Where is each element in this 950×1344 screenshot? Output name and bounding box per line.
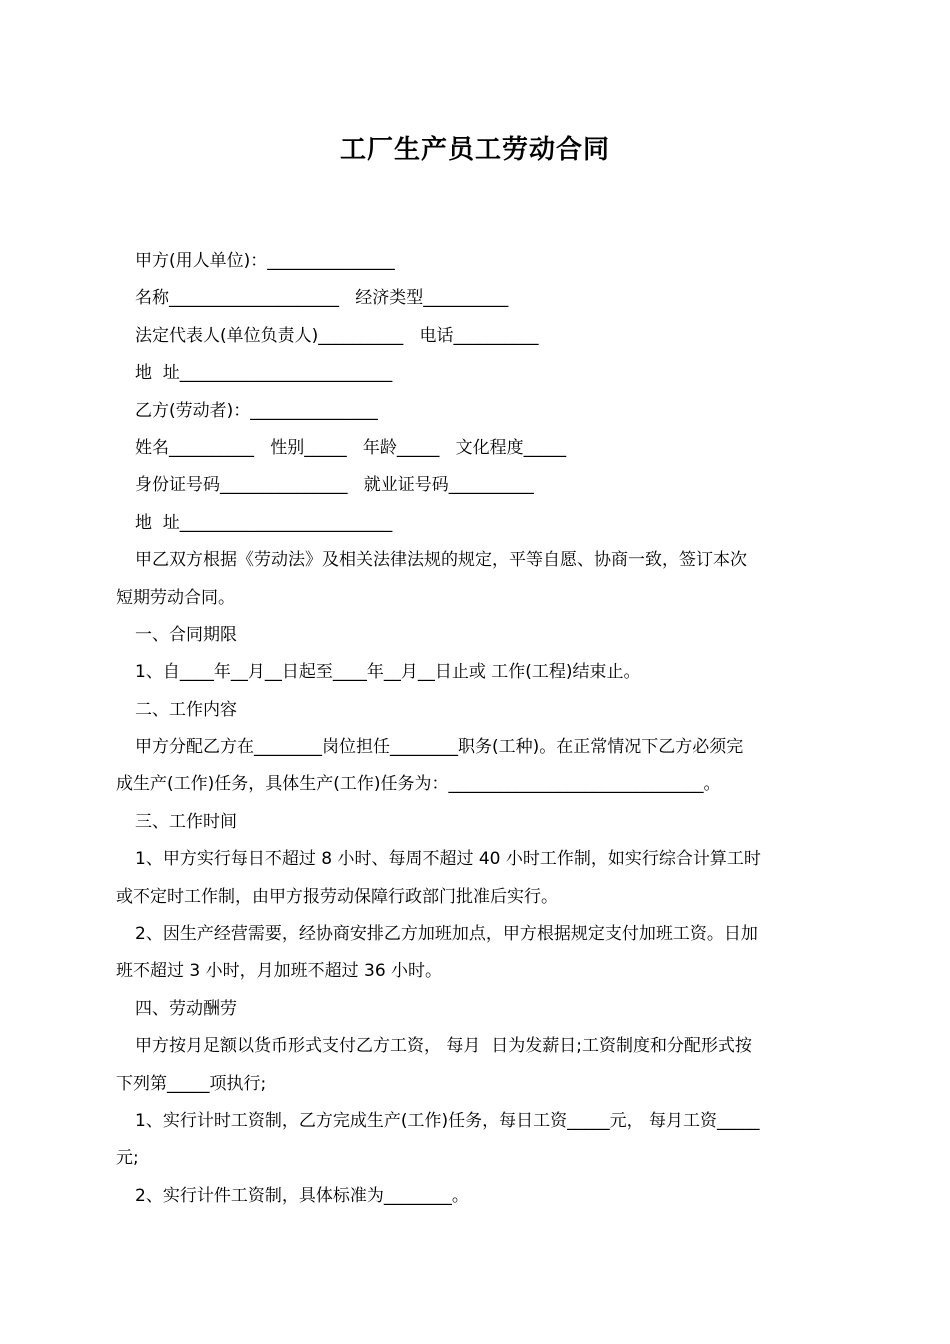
paragraph-line: 班不超过 3 小时，月加班不超过 36 小时。 xyxy=(116,961,443,982)
paragraph-line: 甲乙双方根据《劳动法》及相关法律法规的规定，平等自愿、协商一致，签订本次 xyxy=(135,550,747,571)
paragraph-line: 下列第_____项执行; xyxy=(116,1073,267,1094)
paragraph-line: 成生产(工作)任务，具体生产(工作)任务为：______________________________。 xyxy=(116,774,721,795)
party-b-address-line: 地 址_________________________ xyxy=(135,512,393,533)
legal-rep-line: 法定代表人(单位负责人)__________ 电话__________ xyxy=(135,325,539,346)
paragraph-line: 甲方分配乙方在________岗位担任________职务(工种)。在正常情况下乙方必须完 xyxy=(135,737,744,758)
document-title: 工厂生产员工劳动合同 xyxy=(339,135,610,165)
section-heading: 一、合同期限 xyxy=(135,624,237,645)
paragraph-line: 1、自____年__月__日起至____年__月__日止或 工作(工程)结束止。 xyxy=(135,662,641,683)
paragraph-line: 短期劳动合同。 xyxy=(116,587,235,608)
party-a-line: 甲方(用人单位)：_______________ xyxy=(135,251,395,271)
personal-info-line: 姓名__________ 性别_____ 年龄_____ 文化程度_____ xyxy=(135,437,567,458)
section-heading: 三、工作时间 xyxy=(135,811,237,832)
paragraph-line: 甲方按月足额以货币形式支付乙方工资， 每月 日为发薪日;工资制度和分配形式按 xyxy=(135,1036,752,1057)
paragraph-line: 2、因生产经营需要，经协商安排乙方加班加点，甲方根据规定支付加班工资。日加 xyxy=(135,924,758,945)
paragraph-line: 1、甲方实行每日不超过 8 小时、每周不超过 40 小时工作制，如实行综合计算工时 xyxy=(135,849,761,870)
party-a-address-line: 地 址_________________________ xyxy=(135,363,393,384)
party-b-line: 乙方(劳动者)：_______________ xyxy=(135,400,378,421)
paragraph-line: 或不定时工作制，由甲方报劳动保障行政部门批准后实行。 xyxy=(116,886,558,907)
name-type-line: 名称____________________ 经济类型__________ xyxy=(135,288,509,309)
paragraph-line: 2、实行计件工资制，具体标准为________。 xyxy=(135,1185,469,1206)
paragraph-line: 1、实行计时工资制，乙方完成生产(工作)任务，每日工资_____元， 每月工资_____ xyxy=(135,1110,760,1131)
paragraph-line: 元; xyxy=(116,1148,139,1169)
section-heading: 四、劳动酬劳 xyxy=(135,998,237,1019)
section-heading: 二、工作内容 xyxy=(135,699,237,720)
id-number-line: 身份证号码_______________ 就业证号码__________ xyxy=(135,475,534,496)
document-body xyxy=(116,243,836,1215)
